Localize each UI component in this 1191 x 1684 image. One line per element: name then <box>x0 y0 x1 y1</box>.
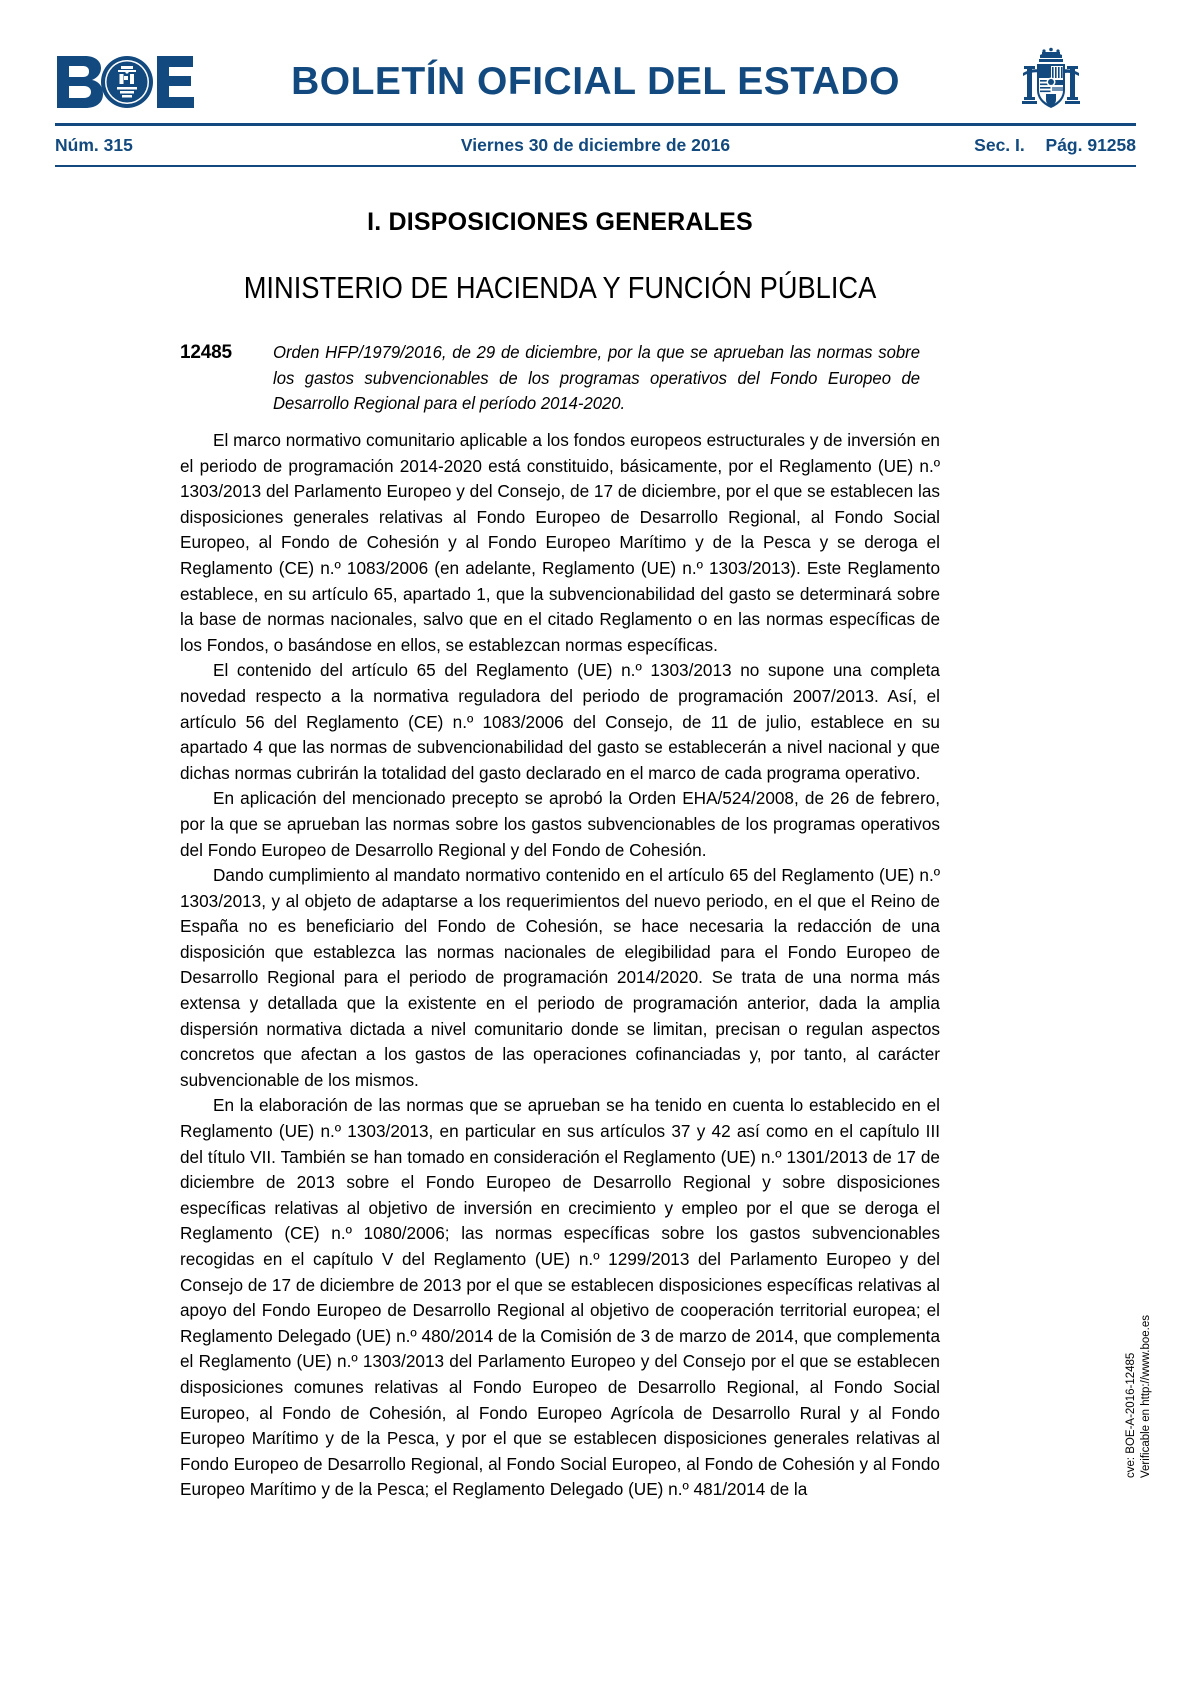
issue-date: Viernes 30 de diciembre de 2016 <box>460 135 731 155</box>
body-paragraph: El marco normativo comunitario aplicable a los fondos europeos estructurales y de inversión en el periodo de programación 2014-2020 está constituido, básicamente, por el Reglamento (UE) n.º 1303/2013 del Parlamento Europeo y del Consejo, de 17 de diciembre, por el que se establecen las disposiciones generales relativas al Fondo Europeo de Desarrollo Regional, al Fondo Social Europeo, al Fondo de Cohesión y al Fondo Europeo Marítimo y de la Pesca y se deroga el Reglamento (CE) n.º 1083/2006 (en adelante, Reglamento (UE) n.º 1303/2013). Este Reglamento establece, en su artículo 65, apartado 1, que la subvencionabilidad del gasto se determinará sobre la base de normas nacionales, salvo que en el citado Reglamento o en las normas específicas de los Fondos, o basándose en ellos, se establezcan normas específicas. <box>180 430 940 655</box>
header-rule-top <box>55 123 1136 126</box>
ministry-heading: MINISTERIO DE HACIENDA Y FUNCIÓN PÚBLICA <box>243 270 877 305</box>
page-title: BOLETÍN OFICIAL DEL ESTADO <box>291 60 900 103</box>
document-body <box>180 428 940 1503</box>
verification-url-note: Verificable en http://www.boe.es <box>1140 1314 1152 1478</box>
disposition-summary: Orden HFP/1979/2016, de 29 de diciembre, por la que se aprueban las normas sobre los gastos subvencionables de los programas operativos del Fondo Europeo de Desarrollo Regional para el período 2014-2020. <box>273 342 920 413</box>
section-label: Sec. I. <box>974 135 1025 155</box>
disposition-number: 12485 <box>180 342 232 363</box>
disposition-header <box>180 340 940 417</box>
body-paragraph: En la elaboración de las normas que se aprueban se ha tenido en cuenta lo establecido en el Reglamento (UE) n.º 1303/2013, en particular en sus artículos 37 y 42 así como en el capítulo III del título VII. También se han tomado en consideración el Reglamento (UE) n.º 1301/2013 de 17 de diciembre de 2013 sobre el Fondo Europeo de Desarrollo Regional y sobre disposiciones específicas relativas al objetivo de inversión en crecimiento y empleo por el que se deroga el Reglamento (CE) n.º 1080/2006; las normas específicas sobre los gastos subvencionables recogidas en el capítulo V del Reglamento (UE) n.º 1299/2013 del Parlamento Europeo y del Consejo de 17 de diciembre de 2013 por el que se establecen disposiciones específicas relativas al apoyo del Fondo Europeo de Desarrollo Regional al objetivo de cooperación territorial europea; el Reglamento Delegado (UE) n.º 480/2014 de la Comisión de 3 de marzo de 2014, que complementa el Reglamento (UE) n.º 1303/2013 del Parlamento Europeo y del Consejo por el que se establecen disposiciones comunes relativas al Fondo Europeo de Desarrollo Regional, al Fondo Social Europeo, al Fondo de Cohesión, al Fondo Europeo Agrícola de Desarrollo Rural y al Fondo Europeo Marítimo y de la Pesca, y por el que se establecen disposiciones generales relativas al Fondo Europeo de Desarrollo Regional, al Fondo Social Europeo, al Fondo de Cohesión y al Fondo Europeo Marítimo y de la Pesca; el Reglamento Delegado (UE) n.º 481/2014 de la <box>180 1095 940 1500</box>
header-rule-bottom <box>55 165 1136 167</box>
body-paragraph: En aplicación del mencionado precepto se aprobó la Orden EHA/524/2008, de 26 de febrero, por la que se aprueban las normas sobre los gastos subvencionables de los programas operativos del Fondo Europeo de Desarrollo Regional y del Fondo de Cohesión. <box>180 788 940 860</box>
body-paragraph: El contenido del artículo 65 del Reglamento (UE) n.º 1303/2013 no supone una completa novedad respecto a la normativa reguladora del periodo de programación 2007/2013. Así, el artículo 56 del Reglamento (CE) n.º 1083/2006 del Consejo, de 11 de julio, establece en su apartado 4 que las normas de subvencionabilidad del gasto se establecerán a nivel nacional y que dichas normas cubrirán la totalidad del gasto declarado en el marco de cada programa operativo. <box>180 660 940 783</box>
cve-code: cve: BOE-A-2016-12485 <box>1125 1352 1137 1478</box>
header-bar <box>55 132 1136 162</box>
page-number-label: Pág. 91258 <box>1045 135 1136 155</box>
section-heading: I. DISPOSICIONES GENERALES <box>367 208 753 236</box>
verification-sidebar <box>1125 1248 1159 1478</box>
coat-of-arms-icon <box>1018 46 1084 120</box>
masthead <box>55 46 1136 120</box>
body-paragraph: Dando cumplimiento al mandato normativo contenido en el artículo 65 del Reglamento (UE) n.º 1303/2013, y al objeto de adaptarse a los requerimientos del nuevo periodo, en el que el Reino de España no es beneficiario del Fondo de Cohesión, se hace necesaria la redacción de una disposición que establezca las normas nacionales de elegibilidad para el Fondo Europeo de Desarrollo Regional para el periodo de programación 2014/2020. Se trata de una norma más extensa y detallada que la existente en el periodo de programación anterior, dada la amplia dispersión normativa dictada a nivel comunitario donde se limitan, precisan o regulan aspectos concretos que afectan a los gastos de las operaciones cofinanciadas y, por tanto, al carácter subvencionable de los mismos. <box>180 865 940 1090</box>
issue-number: Núm. 315 <box>55 135 133 155</box>
section-page-info <box>974 135 1136 156</box>
